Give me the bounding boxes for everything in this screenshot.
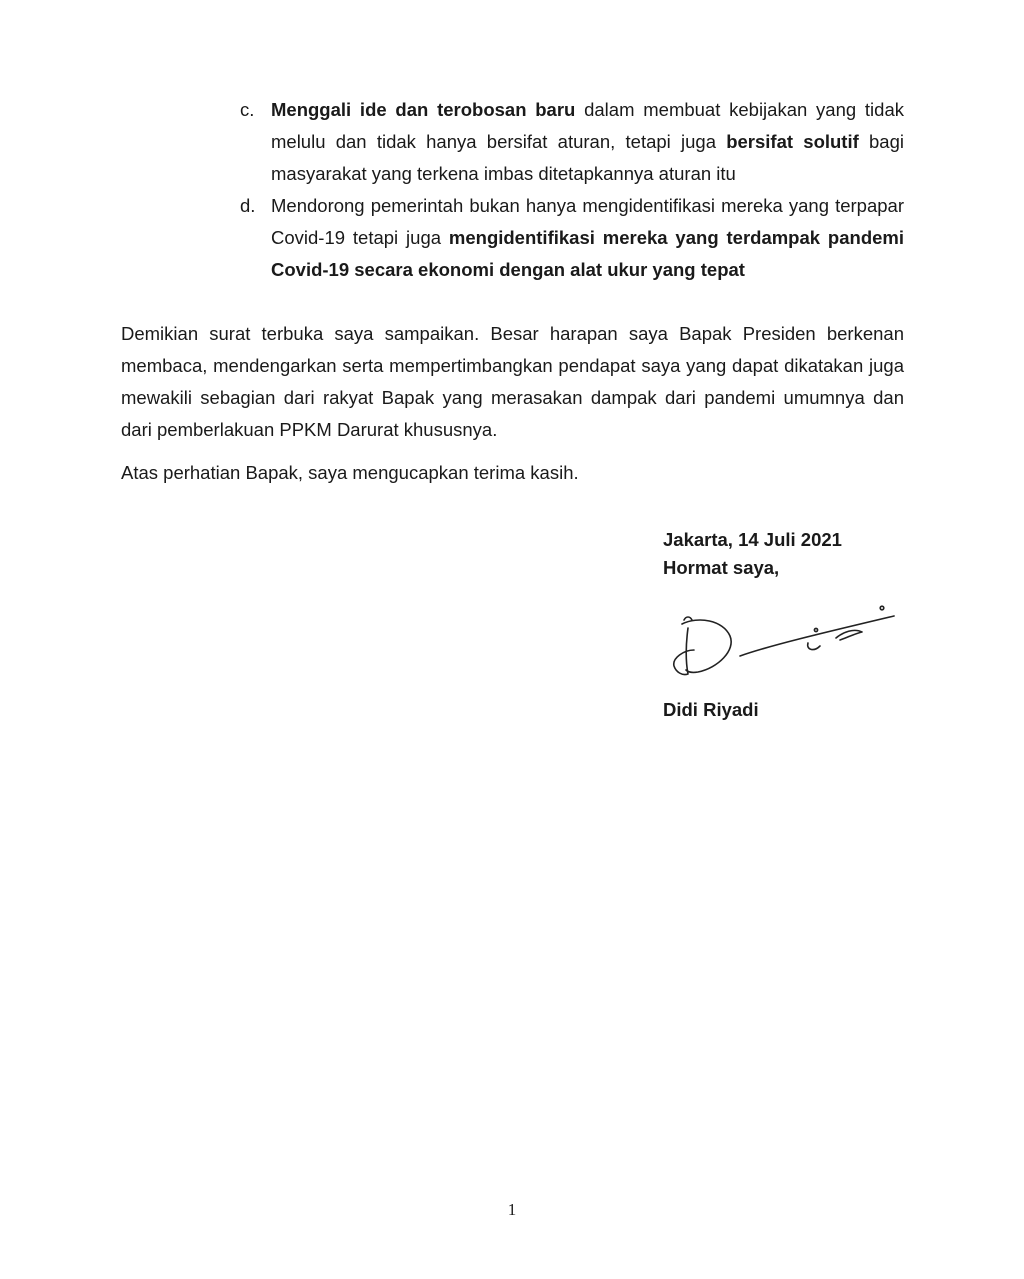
list-item-c xyxy=(240,94,904,190)
list-marker: c. xyxy=(240,99,255,120)
list-item-text xyxy=(271,190,904,286)
emphasis-text: Menggali ide dan terobosan baru xyxy=(271,99,576,120)
handwritten-signature xyxy=(668,598,898,688)
body-text: bagi masyarakat yang terkena imbas ditetapkannya aturan itu xyxy=(271,131,904,184)
closing-paragraph: Demikian surat terbuka saya sampaikan. Besar harapan saya Bapak Presiden berkenan membaca, mendengarkan serta mempertimbangkan pendapat saya yang dapat dikatakan juga mewakili sebagian dari rakyat Bapak yang merasakan dampak dari pandemi umumnya dan dari pemberlakuan PPKM Darurat khususnya. xyxy=(121,323,904,440)
body-text: Mendorong pemerintah bukan hanya mengidentifikasi mereka yang terpapar Covid-19 tetapi juga xyxy=(271,195,904,248)
recommendation-list xyxy=(240,94,904,286)
salutation: Hormat saya, xyxy=(663,557,780,578)
emphasis-text: bersifat solutif xyxy=(726,131,859,152)
list-item-d xyxy=(240,190,904,286)
emphasis-text: mengidentifikasi mereka yang terdampak pandemi Covid-19 secara ekonomi dengan alat ukur yang tepat xyxy=(271,227,904,280)
list-marker: d. xyxy=(240,195,256,216)
place-date: Jakarta, 14 Juli 2021 xyxy=(663,529,842,550)
page-number: 1 xyxy=(507,1200,517,1219)
signature-block xyxy=(663,526,923,582)
body-text: dalam membuat kebijakan yang tidak melulu dan tidak hanya bersifat aturan, tetapi juga xyxy=(271,99,904,152)
list-item-text xyxy=(271,94,904,190)
signer-name: Didi Riyadi xyxy=(663,699,759,720)
thanks-paragraph: Atas perhatian Bapak, saya mengucapkan terima kasih. xyxy=(121,462,579,483)
